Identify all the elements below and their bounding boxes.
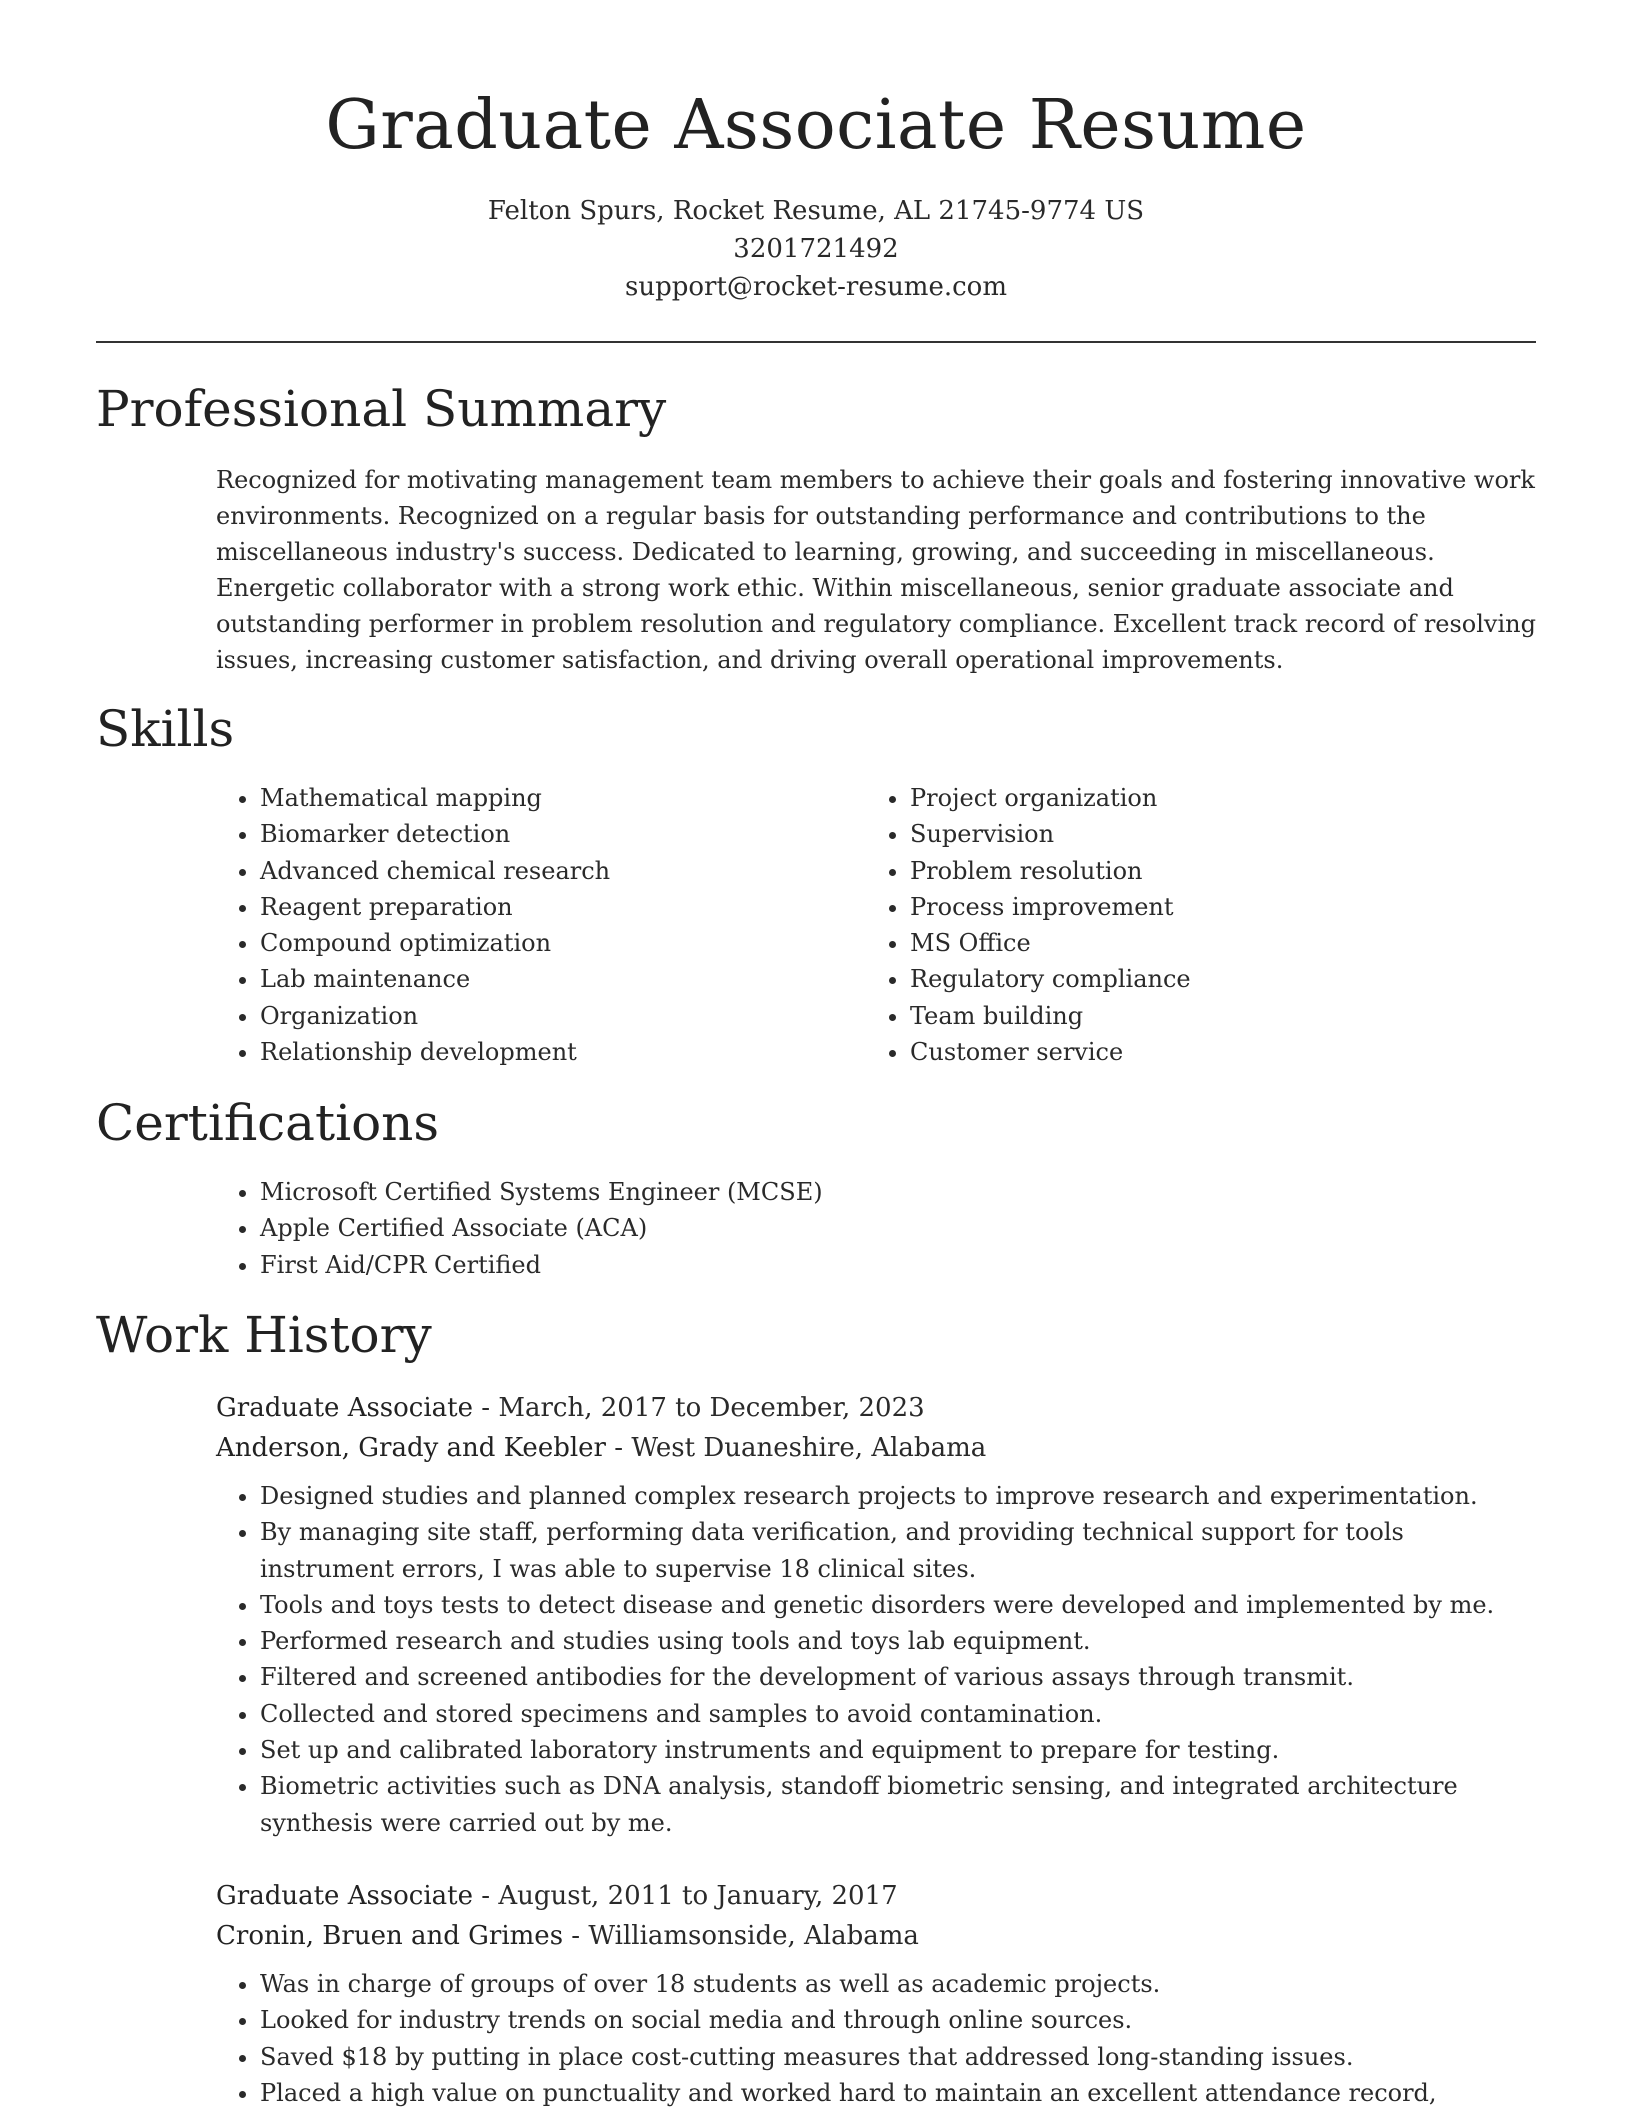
certifications-list (216, 1174, 1516, 1283)
separator: - (563, 1921, 589, 1951)
certification-item: • First Aid/CPR Certified (260, 1247, 1516, 1283)
job-bullets (216, 1966, 1536, 2111)
skill-item: • Project organization (910, 780, 1506, 816)
certifications-block (216, 1174, 1516, 1283)
job-title: Graduate Associate (216, 1393, 474, 1423)
resume-title: Graduate Associate Resume (325, 86, 1307, 165)
job-bullet: • Filtered and screened antibodies for the development of various assays through transmit. (260, 1659, 1536, 1695)
header-divider (96, 341, 1536, 343)
job-bullets (216, 1478, 1536, 1841)
job-title: Graduate Associate (216, 1881, 474, 1911)
certifications-heading: Certifications (96, 1094, 440, 1152)
skill-item: • Process improvement (910, 889, 1506, 925)
job-entry (216, 1876, 1536, 2111)
skill-item: • Biomarker detection (260, 816, 836, 852)
skill-item: • Team building (910, 998, 1506, 1034)
job-company-line (216, 1916, 1536, 1956)
job-title-line (216, 1876, 1536, 1916)
skill-item: • Relationship development (260, 1034, 836, 1070)
job-dates: March, 2017 to December, 2023 (498, 1393, 925, 1423)
skills-left-list (216, 780, 836, 1070)
contact-block (96, 192, 1536, 306)
skill-item: • Reagent preparation (260, 889, 836, 925)
job-bullet: • Set up and calibrated laboratory instruments and equipment to prepare for testing. (260, 1732, 1536, 1768)
certification-item: • Apple Certified Associate (ACA) (260, 1210, 1516, 1246)
skills-heading: Skills (96, 700, 235, 758)
job-bullet: • Was in charge of groups of over 18 students as well as academic projects. (260, 1966, 1536, 2002)
job-bullet: • By managing site staff, performing data verification, and providing technical support for tools instrument errors, I was able to supervise 18 clinical sites. (260, 1514, 1536, 1587)
job-company-line (216, 1428, 1536, 1468)
job-bullet: • Placed a high value on punctuality and worked hard to maintain an excellent attendance record, (260, 2075, 1536, 2111)
summary-text: Recognized for motivating management team members to achieve their goals and fostering innovative work environments. Recognized on a regular basis for outstanding performance and contributions to the miscellaneous industry's success. Dedicated to learning, growing, and succeeding in miscellaneous. Energetic collaborator with a strong work ethic. Within miscellaneous, senior graduate associate and outstanding performer in problem resolution and regulatory compliance. Excellent track record of resolving issues, increasing customer satisfaction, and driving overall operational improvements. (216, 466, 1536, 674)
job-bullet: • Collected and stored specimens and samples to avoid contamination. (260, 1696, 1536, 1732)
separator: - (473, 1393, 499, 1423)
job-title-line (216, 1388, 1536, 1428)
job-location: Williamsonside, Alabama (588, 1921, 919, 1951)
job-company: Anderson, Grady and Keebler (216, 1433, 606, 1463)
skill-item: • Advanced chemical research (260, 853, 836, 889)
skill-item: • MS Office (910, 925, 1506, 961)
skill-item: • Compound optimization (260, 925, 836, 961)
separator: - (473, 1881, 499, 1911)
contact-email: support@rocket-resume.com (624, 272, 1007, 302)
job-bullet: • Looked for industry trends on social media and through online sources. (260, 2002, 1536, 2038)
job-bullet: • Tools and toys tests to detect disease and genetic disorders were developed and implemented by me. (260, 1587, 1536, 1623)
skills-right-list (866, 780, 1506, 1070)
job-bullet: • Performed research and studies using tools and toys lab equipment. (260, 1623, 1536, 1659)
skill-item: • Regulatory compliance (910, 961, 1506, 997)
job-location: West Duaneshire, Alabama (631, 1433, 987, 1463)
job-dates: August, 2011 to January, 2017 (498, 1881, 898, 1911)
job-bullet: • Saved $18 by putting in place cost-cutting measures that addressed long-standing issues. (260, 2039, 1536, 2075)
skill-item: • Problem resolution (910, 853, 1506, 889)
job-company: Cronin, Bruen and Grimes (216, 1921, 564, 1951)
skills-left-column (216, 780, 836, 1070)
skill-item: • Customer service (910, 1034, 1506, 1070)
skill-item: • Lab maintenance (260, 961, 836, 997)
contact-address: Felton Spurs, Rocket Resume, AL 21745-9774 US (487, 196, 1145, 226)
work-history-heading: Work History (96, 1306, 432, 1364)
certification-item: • Microsoft Certified Systems Engineer (MCSE) (260, 1174, 1516, 1210)
skill-item: • Supervision (910, 816, 1506, 852)
summary-heading: Professional Summary (96, 380, 667, 438)
job-bullet: • Biometric activities such as DNA analysis, standoff biometric sensing, and integrated architecture synthesis were carried out by me. (260, 1768, 1536, 1841)
skills-right-column (866, 780, 1506, 1070)
separator: - (605, 1433, 632, 1463)
contact-phone: 3201721492 (733, 234, 899, 264)
skill-item: • Organization (260, 998, 836, 1034)
job-entry (216, 1388, 1536, 1841)
skill-item: • Mathematical mapping (260, 780, 836, 816)
job-bullet: • Designed studies and planned complex research projects to improve research and experimentation. (260, 1478, 1536, 1514)
